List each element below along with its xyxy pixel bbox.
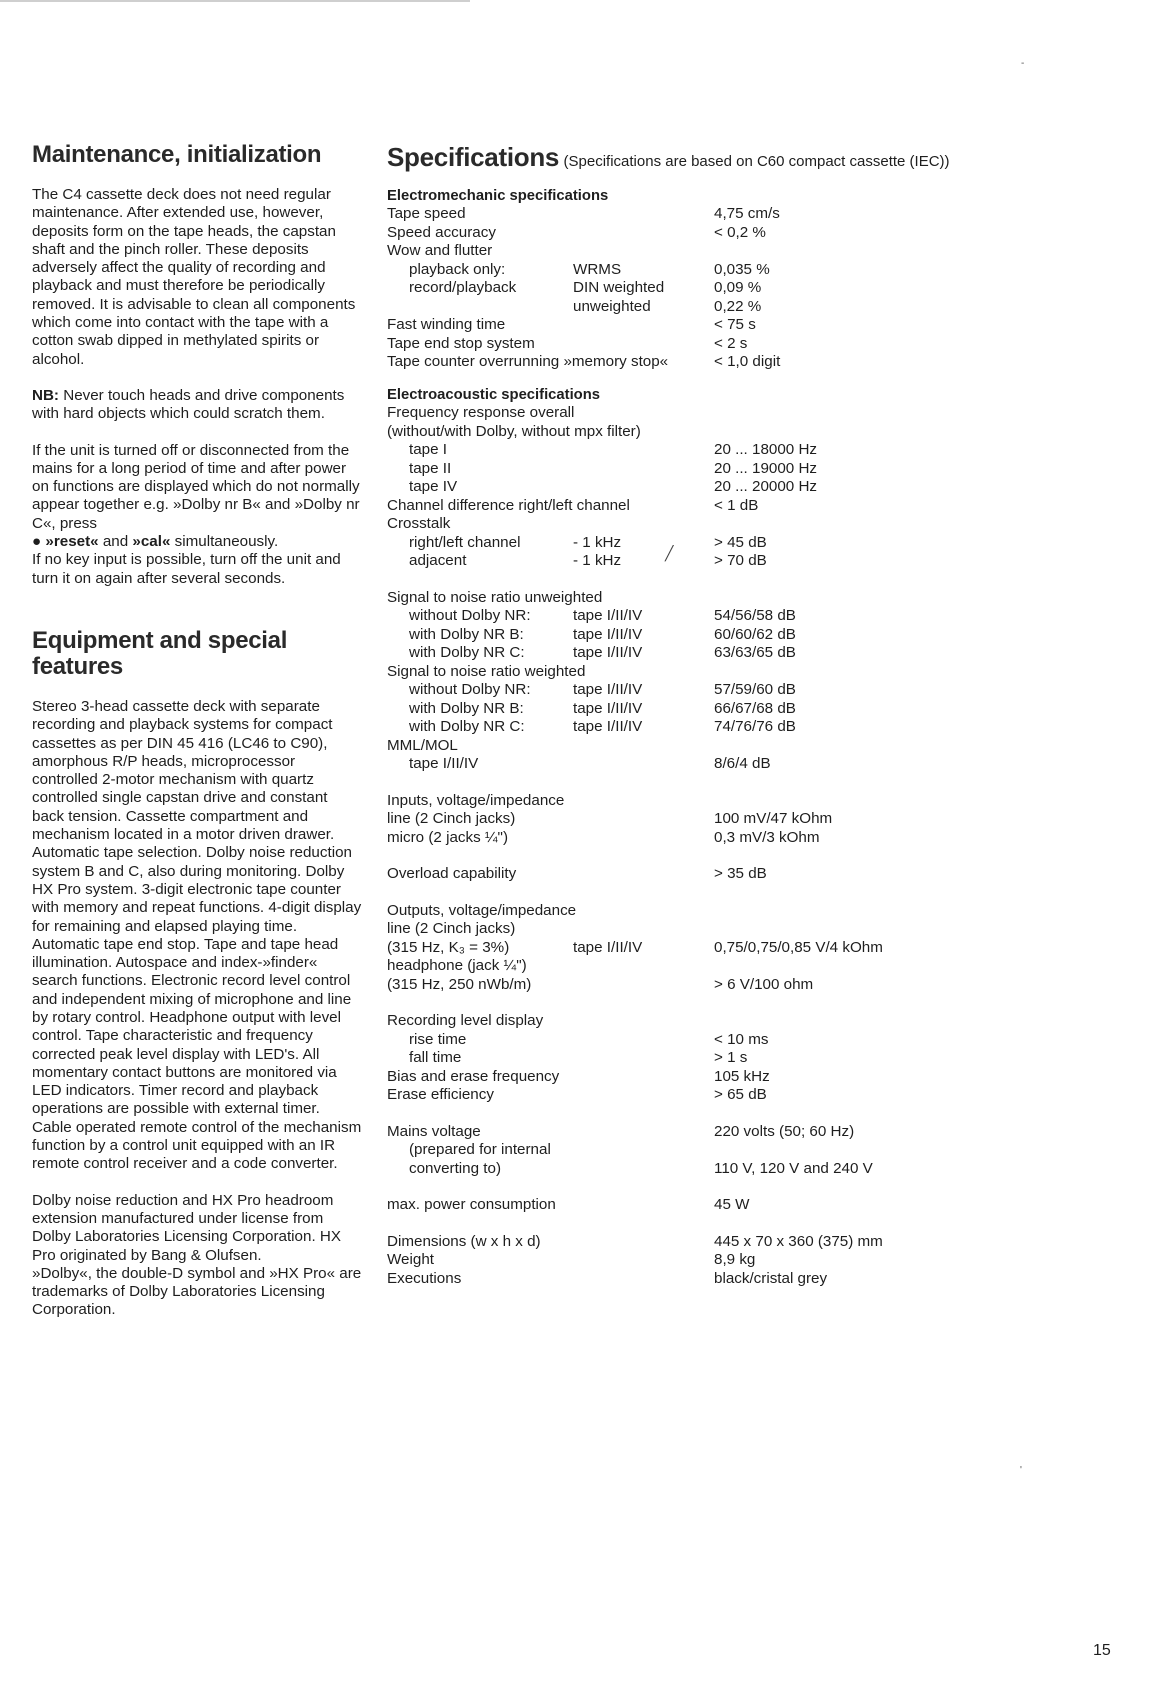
spec-label: MML/MOL: [387, 736, 458, 754]
spec-value: < 1 dB: [714, 496, 759, 514]
spec-row: [387, 644, 1147, 663]
spec-row: [387, 1141, 1147, 1160]
spec-value: 74/76/76 dB: [714, 718, 796, 736]
spec-label: with Dolby NR B:: [409, 699, 524, 717]
spec-value: < 10 ms: [714, 1030, 769, 1048]
spec-row: [387, 792, 1147, 811]
right-column: [387, 142, 1147, 1288]
spec-label: micro (2 jacks ¼"): [387, 828, 509, 846]
spec-label: tape I/II/IV: [409, 755, 479, 773]
trademark-paragraph: »Dolby«, the double-D symbol and »HX Pro« are trademarks of Dolby Laboratories Licensing Corporation.: [32, 1264, 362, 1319]
spec-label: Signal to noise ratio unweighted: [387, 588, 603, 606]
spec-row: [387, 441, 1147, 460]
spec-value: 110 V, 120 V and 240 V: [714, 1159, 873, 1177]
spec-label: converting to): [409, 1159, 502, 1177]
spec-label: with Dolby NR B:: [409, 625, 524, 643]
spec-row: [387, 663, 1147, 682]
spec-condition: tape I/II/IV: [573, 938, 643, 956]
nb-label: NB:: [32, 386, 59, 404]
spec-value: 445 x 70 x 360 (375) mm: [714, 1232, 883, 1250]
spec-label: Tape end stop system: [387, 334, 535, 352]
spec-value: 0,75/0,75/0,85 V/4 kOhm: [714, 938, 883, 956]
spec-row: [387, 534, 1147, 553]
spec-condition: tape I/II/IV: [573, 718, 643, 736]
power-off-paragraph: If the unit is turned off or disconnected from the mains for a long period of time and after power on functions are displayed which do not normally appear together e.g. »Dolby nr B« and »Dolby nr C«, press: [32, 441, 360, 532]
spec-row: [387, 298, 1147, 317]
scan-mark: -: [1021, 58, 1025, 69]
spec-group-gap: [387, 571, 1147, 589]
spec-value: 0,3 mV/3 kOhm: [714, 828, 820, 846]
spec-row: [387, 957, 1147, 976]
scan-mark: ': [1020, 1465, 1022, 1476]
spec-row: [387, 589, 1147, 608]
spec-label: Mains voltage: [387, 1122, 481, 1140]
spec-value: 66/67/68 dB: [714, 699, 796, 717]
spec-value: > 45 dB: [714, 533, 767, 551]
cal-key-label: »cal«: [132, 533, 171, 551]
spec-label: Erase efficiency: [387, 1086, 494, 1104]
spec-row: [387, 404, 1147, 423]
spec-row: [387, 681, 1147, 700]
spec-row: [387, 261, 1147, 280]
spec-condition: unweighted: [573, 297, 651, 315]
spec-row: [387, 497, 1147, 516]
spec-row: [387, 460, 1147, 479]
spec-label: headphone (jack ¼"): [387, 957, 527, 975]
spec-row: [387, 607, 1147, 626]
spec-group-gap: [387, 1105, 1147, 1123]
spec-label: right/left channel: [409, 533, 521, 551]
spec-row: [387, 1031, 1147, 1050]
spec-condition: DIN weighted: [573, 279, 665, 297]
spec-row: [387, 242, 1147, 261]
reset-key-label: »reset«: [45, 533, 99, 551]
spec-label: (315 Hz, 250 nWb/m): [387, 975, 532, 993]
nb-paragraph: [32, 387, 362, 424]
spec-label: Signal to noise ratio weighted: [387, 662, 586, 680]
reset-instruction: [32, 533, 362, 551]
spec-label: Channel difference right/left channel: [387, 496, 630, 514]
spec-group-gap: [387, 1215, 1147, 1233]
spec-label: Weight: [387, 1251, 434, 1269]
spec-label: max. power consumption: [387, 1196, 556, 1214]
spec-value: 0,035 %: [714, 260, 770, 278]
spec-value: 8,9 kg: [714, 1251, 756, 1269]
spec-label: Frequency response overall: [387, 404, 575, 422]
spec-group-gap: [387, 884, 1147, 902]
spec-label: Fast winding time: [387, 316, 506, 334]
spec-row: [387, 718, 1147, 737]
top-rule: [0, 0, 470, 2]
spec-condition: - 1 kHz: [573, 533, 622, 551]
spec-condition: WRMS: [573, 260, 622, 278]
spec-label: line (2 Cinch jacks): [387, 810, 516, 828]
spec-row: [387, 829, 1147, 848]
spec-row: [387, 755, 1147, 774]
spec-value: 63/63/65 dB: [714, 644, 796, 662]
spec-group-gap: [387, 1178, 1147, 1196]
spec-row: [387, 1233, 1147, 1252]
spec-row: [387, 902, 1147, 921]
spec-value: < 1,0 digit: [714, 353, 781, 371]
spec-row: [387, 279, 1147, 298]
equipment-title-line1: Equipment and special: [32, 626, 288, 654]
page-number: 15: [1093, 1642, 1111, 1659]
spec-group-gap: [387, 774, 1147, 792]
spec-condition: tape I/II/IV: [573, 625, 643, 643]
spec-value: 20 ... 18000 Hz: [714, 441, 818, 459]
specifications-subtitle: (Specifications are based on C60 compact cassette (IEC)): [563, 153, 950, 170]
equipment-title: [32, 628, 362, 680]
spec-value: 60/60/62 dB: [714, 625, 796, 643]
spec-row: [387, 700, 1147, 719]
spec-label: Dimensions (w x h x d): [387, 1232, 541, 1250]
spec-value: 57/59/60 dB: [714, 681, 796, 699]
spec-row: [387, 737, 1147, 756]
spec-label: tape I: [409, 441, 447, 459]
spec-value: 220 volts (50; 60 Hz): [714, 1122, 855, 1140]
specifications-header: [387, 142, 1147, 173]
spec-row: [387, 1123, 1147, 1142]
electromechanic-heading: Electromechanic specifications: [387, 188, 609, 204]
spec-label: Bias and erase frequency: [387, 1067, 560, 1085]
spec-value: 20 ... 19000 Hz: [714, 459, 818, 477]
spec-row: [387, 1160, 1147, 1179]
spec-value: 54/56/58 dB: [714, 607, 796, 625]
simultaneously-text: simultaneously.: [170, 533, 279, 551]
spec-value: < 2 s: [714, 334, 748, 352]
bullet-icon: ●: [32, 533, 42, 551]
spec-label: Wow and flutter: [387, 242, 493, 260]
spec-label: without Dolby NR:: [409, 681, 531, 699]
spec-row: [387, 224, 1147, 243]
spec-row: [387, 353, 1147, 372]
spec-label: with Dolby NR C:: [409, 644, 525, 662]
electroacoustic-heading: Electroacoustic specifications: [387, 386, 600, 403]
spec-row: [387, 1012, 1147, 1031]
spec-row: [387, 1196, 1147, 1215]
spec-row: [387, 1049, 1147, 1068]
spec-value: black/cristal grey: [714, 1269, 828, 1287]
maintenance-title: Maintenance, initialization: [32, 141, 322, 168]
spec-row: [387, 1086, 1147, 1105]
spec-label: Executions: [387, 1269, 462, 1287]
spec-label: fall time: [409, 1049, 462, 1067]
spec-value: 45 W: [714, 1196, 750, 1214]
spec-label: tape IV: [409, 478, 458, 496]
spec-value: 0,09 %: [714, 279, 762, 297]
spec-row: [387, 865, 1147, 884]
dolby-license-paragraph: Dolby noise reduction and HX Pro headroom extension manufactured under license from Dolby Laboratories Licensing Corporation. HX Pro originated by Bang & Olufsen.: [32, 1191, 341, 1264]
spec-group-gap: [387, 994, 1147, 1012]
spec-value: > 70 dB: [714, 552, 767, 570]
spec-label: Inputs, voltage/impedance: [387, 791, 565, 809]
equipment-paragraph: Stereo 3-head cassette deck with separate recording and playback systems for compact cassettes as per DIN 45 416 (LC46 to C90), amorphous R/P heads, microprocessor controlled 2-motor mechanism with quartz controlled single capstan drive and constant back tension. Cassette compartment and mechanism located in a motor driven drawer. Automatic tape selection. Dolby noise reduction system B and C, also during monitoring. Dolby HX Pro system. 3-digit electronic tape counter with memory and repeat functions. 4-digit display for remaining and elapsed playing time. Automatic tape end stop. Tape and tape head illumination. Autospace and index-»finder« search functions. Electronic record level control and independent mixing of microphone and line by rotary control. Headphone output with level control. Tape characteristic and frequency corrected peak level display with LED's. All momentary contact buttons are monitored via LED indicators. Timer record and playback operations are possible with external timer. Cable operated remote control of the mechanism function by a control unit equipped with an IR remote control receiver and a code converter.: [32, 697, 362, 1173]
spec-value: 4,75 cm/s: [714, 205, 780, 223]
electromechanic-table: [387, 205, 1147, 372]
spec-row: [387, 1068, 1147, 1087]
spec-label: rise time: [409, 1030, 467, 1048]
spec-row: [387, 626, 1147, 645]
spec-label: Tape speed: [387, 205, 466, 223]
spec-label: line (2 Cinch jacks): [387, 920, 516, 938]
spec-value: > 1 s: [714, 1049, 748, 1067]
spec-value: 8/6/4 dB: [714, 755, 771, 773]
spec-condition: tape I/II/IV: [573, 607, 643, 625]
spec-value: < 75 s: [714, 316, 756, 334]
pen-mark: ╱: [665, 545, 674, 561]
spec-condition: tape I/II/IV: [573, 699, 643, 717]
and-word: and: [98, 533, 133, 551]
spec-value: 0,22 %: [714, 297, 762, 315]
maintenance-section: [32, 186, 362, 588]
equipment-title-line2: features: [32, 652, 123, 680]
spec-label: Crosstalk: [387, 515, 451, 533]
spec-label: adjacent: [409, 552, 467, 570]
spec-value: > 6 V/100 ohm: [714, 975, 814, 993]
spec-row: [387, 810, 1147, 829]
spec-label: record/playback: [409, 279, 517, 297]
spec-group-gap: [387, 847, 1147, 865]
spec-row: [387, 552, 1147, 571]
spec-row: [387, 478, 1147, 497]
equipment-section: [32, 698, 362, 1320]
specifications-title: Specifications: [387, 142, 560, 172]
spec-row: [387, 1270, 1147, 1289]
spec-condition: tape I/II/IV: [573, 644, 643, 662]
spec-value: 20 ... 20000 Hz: [714, 478, 818, 496]
spec-row: [387, 1251, 1147, 1270]
spec-value: < 0,2 %: [714, 223, 766, 241]
spec-row: [387, 335, 1147, 354]
spec-label: (315 Hz, K₃ = 3%): [387, 938, 510, 956]
spec-row: [387, 976, 1147, 995]
spec-label: (without/with Dolby, without mpx filter): [387, 422, 641, 440]
spec-condition: tape I/II/IV: [573, 681, 643, 699]
spec-row: [387, 920, 1147, 939]
spec-label: playback only:: [409, 260, 506, 278]
left-column: [32, 142, 362, 1320]
spec-label: Outputs, voltage/impedance: [387, 901, 577, 919]
nb-text: Never touch heads and drive components with hard objects which could scratch them.: [32, 386, 345, 423]
spec-label: Recording level display: [387, 1012, 544, 1030]
spec-value: > 35 dB: [714, 865, 767, 883]
spec-label: tape II: [409, 459, 452, 477]
spec-label: with Dolby NR C:: [409, 718, 525, 736]
spec-value: > 65 dB: [714, 1086, 767, 1104]
spec-condition: - 1 kHz: [573, 552, 622, 570]
spec-label: Speed accuracy: [387, 223, 496, 241]
maintenance-paragraph: The C4 cassette deck does not need regular maintenance. After extended use, however, deposits form on the tape heads, the capstan shaft and the pinch roller. These deposits adversely affect the quality of recording and playback and must therefore be periodically removed. It is advisable to clean all components which come into contact with the tape with a cotton swab dipped in methylated spirits or alcohol.: [32, 186, 356, 368]
spec-row: [387, 423, 1147, 442]
spec-label: (prepared for internal: [409, 1141, 551, 1159]
spec-label: Tape counter overrunning »memory stop«: [387, 353, 669, 371]
spec-value: 100 mV/47 kOhm: [714, 810, 833, 828]
spec-label: without Dolby NR:: [409, 607, 531, 625]
spec-row: [387, 515, 1147, 534]
no-key-input-paragraph: If no key input is possible, turn off the unit and turn it on again after several seconds.: [32, 551, 341, 587]
electroacoustic-table: [387, 404, 1147, 1288]
spec-row: [387, 316, 1147, 335]
spec-row: [387, 939, 1147, 958]
spec-value: 105 kHz: [714, 1067, 770, 1085]
spec-label: Overload capability: [387, 865, 517, 883]
spec-row: [387, 205, 1147, 224]
